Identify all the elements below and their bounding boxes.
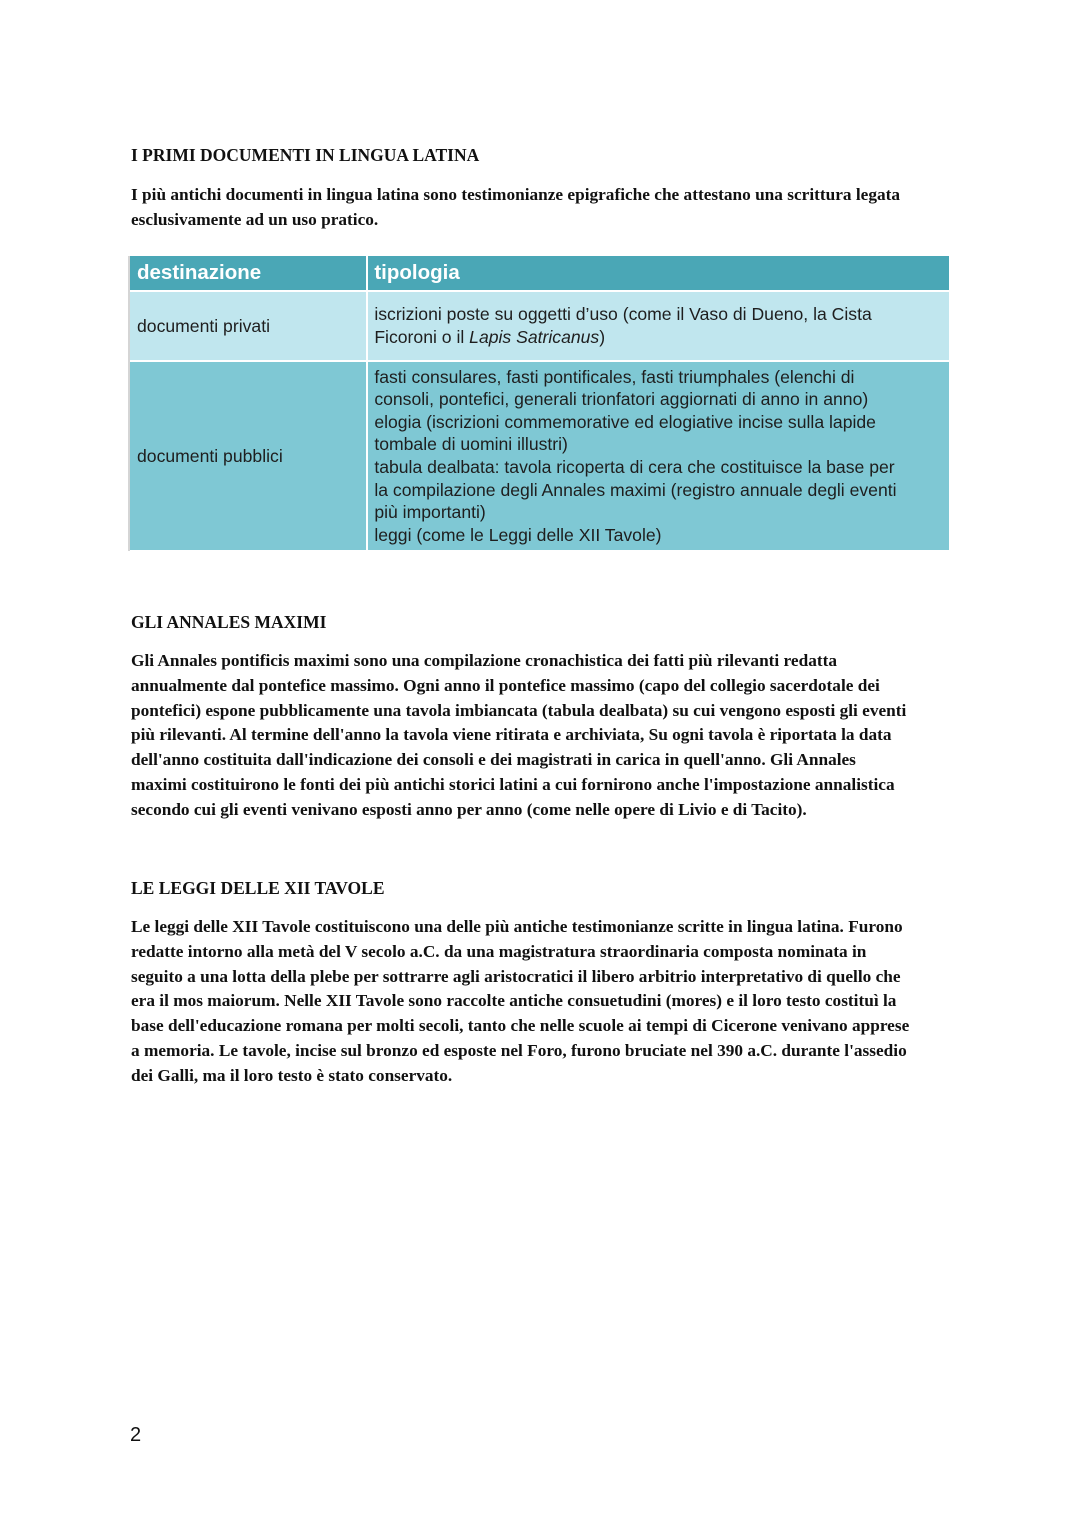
paragraph-line: I più antichi documenti in lingua latina sono testimonianze epigrafiche che attestano una scrittura legata	[131, 185, 901, 204]
section-paragraph-annales-maximi	[131, 649, 961, 823]
paragraph-line: dei Galli, ma il loro testo è stato conservato.	[131, 1065, 453, 1085]
paragraph-line: a memoria. Le tavole, incise sul bronzo ed esposte nel Foro, furono bruciate nel 390 a.C. durante l'assedio	[131, 1040, 907, 1060]
cell-line: tombale di uomini illustri)	[374, 434, 568, 455]
documents-table	[130, 256, 949, 550]
cell-line: leggi (come le Leggi delle XII Tavole)	[374, 524, 662, 545]
table-cell-destinazione: documenti pubblici	[130, 361, 367, 550]
cell-line	[374, 326, 949, 349]
table-row	[130, 291, 949, 361]
table-header-destinazione: destinazione	[130, 256, 367, 291]
cell-line: elogia (iscrizioni commemorative ed elogiative incise sulla lapide	[374, 411, 876, 432]
section-paragraph-leggi-xii-tavole	[131, 915, 961, 1089]
table-cell-tipologia	[367, 361, 949, 550]
paragraph-line: Gli Annales pontificis maximi sono una compilazione cronachistica dei fatti più rilevanti redatta	[131, 651, 837, 670]
section-heading-annales-maximi: GLI ANNALES MAXIMI	[131, 612, 327, 632]
paragraph-line: seguito a una lotta della plebe per sottrarre agli aristocratici il libero arbitrio interpretativo di quello che	[131, 966, 901, 986]
paragraph-line: esclusivamente ad un uso pratico.	[131, 209, 379, 229]
paragraph-line: redatte intorno alla metà del V secolo a.C. da una magistratura straordinaria composta nominata in	[131, 941, 867, 961]
cell-line: tabula dealbata: tavola ricoperta di cera che costituisce la base per	[374, 457, 895, 477]
cell-line: più importanti)	[374, 502, 486, 523]
section-heading-primi-documenti: I PRIMI DOCUMENTI IN LINGUA LATINA	[131, 145, 480, 165]
paragraph-line: base dell'educazione romana per molti secoli, tanto che nelle scuole ai tempi di Cicerone venivano apprese	[131, 1016, 910, 1036]
table-header-row	[130, 256, 949, 291]
paragraph-line: dell'anno costituita dall'indicazione dei consoli e dei magistrati in carica in quell'anno. Gli Annales	[131, 750, 856, 770]
paragraph-line: Le leggi delle XII Tavole costituiscono una delle più antiche testimonianze scritte in lingua latina. Furono	[131, 917, 903, 936]
section-paragraph-primi-documenti	[131, 183, 961, 233]
cell-line: fasti consulares, fasti pontificales, fasti triumphales (elenchi di	[374, 366, 855, 387]
table-row	[130, 361, 949, 550]
table-header-tipologia: tipologia	[367, 256, 949, 291]
cell-text: )	[599, 327, 606, 347]
cell-line: iscrizioni poste su oggetti d’uso (come il Vaso di Dueno, la Cista	[374, 304, 872, 325]
cell-text: Ficoroni o il	[374, 327, 470, 347]
paragraph-line: secondo cui gli eventi venivano esposti anno per anno (come nelle opere di Livio e di Tacito).	[131, 799, 807, 819]
cell-italic-text: Lapis Satricanus	[469, 327, 600, 347]
paragraph-line: era il mos maiorum. Nelle XII Tavole sono raccolte antiche consuetudini (mores) e il loro testo costituì la	[131, 991, 897, 1011]
paragraph-line: più rilevanti. Al termine dell'anno la tavola viene ritirata e archiviata, Su ogni tavola è riportata la data	[131, 725, 892, 745]
cell-line: la compilazione degli Annales maximi (registro annuale degli eventi	[374, 479, 897, 500]
paragraph-line: maximi costituirono le fonti dei più antichi storici latini a cui fornirono anche l'impostazione annalistica	[131, 774, 895, 794]
page-number: 2	[130, 1424, 142, 1446]
section-heading-leggi-xii-tavole: LE LEGGI DELLE XII TAVOLE	[131, 878, 385, 898]
paragraph-line: annualmente dal pontefice massimo. Ogni anno il pontefice massimo (capo del collegio sacerdotale dei	[131, 675, 880, 695]
cell-line: consoli, pontefici, generali trionfatori aggiornati di anno in anno)	[374, 389, 869, 410]
table-cell-destinazione: documenti privati	[130, 291, 367, 361]
paragraph-line: pontefici) espone pubblicamente una tavola imbiancata (tabula dealbata) su cui vengono esposti gli eventi	[131, 700, 907, 720]
table-cell-tipologia	[367, 291, 949, 361]
